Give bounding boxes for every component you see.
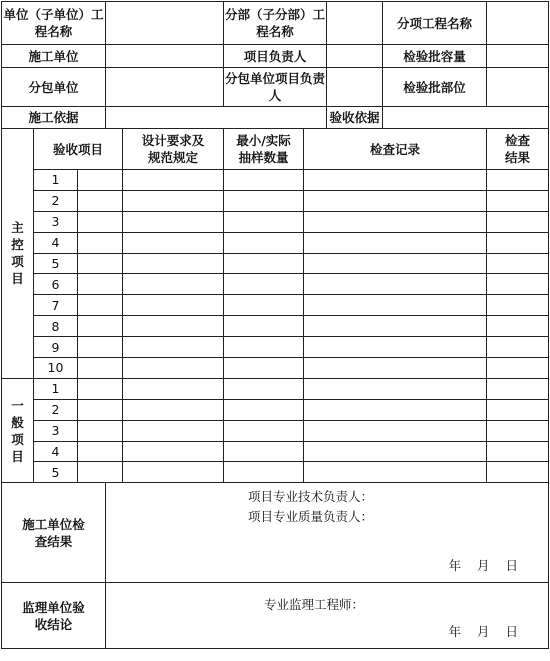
batch-location-value	[487, 68, 549, 107]
project-leader-label: 项目负责人	[224, 45, 327, 68]
main-item-row	[2, 316, 549, 337]
subcontract-leader-value	[327, 68, 383, 107]
main-item-number: 1	[34, 170, 78, 191]
batch-location-label: 检验批部位	[383, 68, 487, 107]
unit-project-name-value	[106, 2, 224, 45]
general-item-row	[2, 420, 549, 441]
main-item-number: 4	[34, 232, 78, 253]
batch-capacity-value	[487, 45, 549, 68]
division-project-name-label: 分部（子分部）工程名称	[224, 2, 327, 45]
inspection-result-header: 检查结果	[487, 129, 549, 170]
general-item-number: 5	[34, 462, 78, 483]
general-item-number: 1	[34, 378, 78, 399]
quality-leader-line: 项目专业质量负责人：	[248, 509, 374, 525]
general-item-row	[2, 378, 549, 399]
supervision-conclusion-area	[106, 583, 549, 649]
general-item-number: 4	[34, 441, 78, 462]
supervision-conclusion-label: 监理单位验收结论	[2, 583, 106, 649]
general-item-row	[2, 399, 549, 420]
subcontract-unit-value	[106, 68, 224, 107]
form-table	[1, 1, 549, 649]
acceptance-basis-value	[383, 107, 549, 129]
project-leader-value	[327, 45, 383, 68]
construction-unit-value	[106, 45, 224, 68]
main-item-number: 9	[34, 337, 78, 358]
subcontract-unit-label: 分包单位	[2, 68, 106, 107]
construction-result-area	[106, 483, 549, 583]
general-item-row	[2, 441, 549, 462]
construction-basis-value	[106, 107, 327, 129]
main-item-row	[2, 190, 549, 211]
general-items-label: 一般项目	[2, 378, 34, 482]
main-item-number: 5	[34, 253, 78, 274]
division-project-name-value	[327, 2, 383, 45]
supervision-date: 年 月 日	[448, 624, 519, 640]
main-item-number: 7	[34, 295, 78, 316]
acceptance-basis-label: 验收依据	[327, 107, 383, 129]
batch-capacity-label: 检验批容量	[383, 45, 487, 68]
main-item-number: 6	[34, 274, 78, 295]
unit-project-name-label: 单位（子单位）工程名称	[2, 2, 106, 45]
main-item-number: 2	[34, 190, 78, 211]
general-item-number: 3	[34, 420, 78, 441]
sampling-count-header: 最小/实际抽样数量	[224, 129, 304, 170]
inspection-record-header: 检查记录	[304, 129, 487, 170]
construction-basis-label: 施工依据	[2, 107, 106, 129]
general-item-row	[2, 462, 549, 483]
acceptance-item-header: 验收项目	[34, 129, 123, 170]
general-item-number: 2	[34, 399, 78, 420]
main-item-row	[2, 274, 549, 295]
main-item-row	[2, 232, 549, 253]
construction-unit-label: 施工单位	[2, 45, 106, 68]
subcontract-leader-label: 分包单位项目负责人	[224, 68, 327, 107]
main-item-row	[2, 211, 549, 232]
construction-date: 年 月 日	[448, 558, 519, 574]
supervision-engineer-line: 专业监理工程师：	[264, 597, 365, 613]
main-item-row	[2, 337, 549, 358]
main-item-number: 8	[34, 316, 78, 337]
main-item-row	[2, 253, 549, 274]
main-item-row	[2, 358, 549, 379]
main-item-number: 3	[34, 211, 78, 232]
main-item-row	[2, 170, 549, 191]
subitem-project-name-label: 分项工程名称	[383, 2, 487, 45]
main-items-label: 主控项目	[2, 129, 34, 379]
construction-result-label: 施工单位检查结果	[2, 483, 106, 583]
subitem-project-name-value	[487, 2, 549, 45]
main-item-number: 10	[34, 358, 78, 379]
design-requirement-header: 设计要求及规范规定	[123, 129, 224, 170]
main-item-row	[2, 295, 549, 316]
tech-leader-line: 项目专业技术负责人：	[248, 489, 374, 505]
